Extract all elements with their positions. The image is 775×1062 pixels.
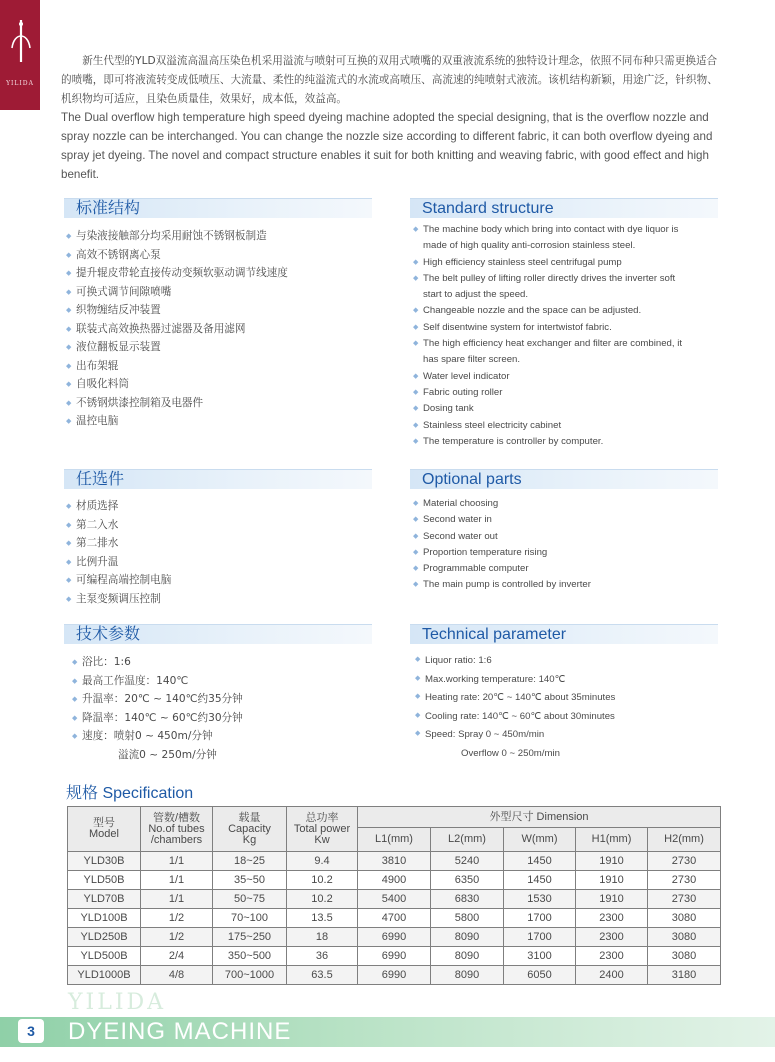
optional-list-en [413,496,723,594]
section-title: Standard structure [422,200,554,217]
table-row [68,890,721,909]
technical-list-en [415,652,725,763]
list-item: ◆ Heating rate: 20℃ ~ 140℃ about 35minutes [415,689,725,708]
table-row [68,909,721,928]
table-cell: 1/2 [141,928,213,947]
header-line: Capacity [228,822,271,835]
header-l2: L2(mm) [431,828,504,852]
table-cell: 1450 [504,871,576,890]
list-item-continuation: 溢流0 ~ 250m/分钟 [118,748,217,761]
list-item: ◆ 可编程高端控制电脑 [66,571,366,590]
list-item: ◆ 第二排水 [66,534,366,553]
spec-title: 规格 Specification [66,785,194,802]
list-item: ◆ Speed: Spray 0 ~ 450m/min [415,726,725,745]
list-item-continuation: Overflow 0 ~ 250m/min [461,747,560,759]
header-line: 管数/槽数 [152,811,201,824]
table-cell: 2730 [648,890,721,909]
table-cell: 6050 [504,966,576,985]
table-cell: 1/1 [141,871,213,890]
table-cell: 350~500 [213,947,287,966]
header-tubes [141,807,213,852]
list-item: ◆ 可换式调节间隙喷嘴 [66,283,366,302]
list-item: ◆ 降温率：140℃ ~ 60℃约30分钟 [72,709,372,728]
table-cell: 2300 [576,909,648,928]
page-number: 3 [18,1019,44,1043]
list-item: ◆ 材质选择 [66,497,366,516]
section-header-standard-en [410,198,718,218]
standard-list-en [413,222,723,450]
list-item: ◆ Self disentwine system for intertwistof fabric. [413,320,723,336]
table-cell: 3180 [648,966,721,985]
header-l1: L1(mm) [358,828,431,852]
header-line: Kw [314,833,330,846]
table-cell: 1910 [576,890,648,909]
list-item: ◆ 速度：喷射0 ~ 450m/分钟 [72,727,372,746]
list-item: ◆ The high efficiency heat exchanger and filter are combined, it [413,336,723,352]
list-item: ◆ 高效不锈钢离心泵 [66,246,366,265]
list-item: ◆ 比例升温 [66,553,366,572]
logo-text: YILIDA [6,80,34,87]
footer-title: DYEING MACHINE [68,1018,292,1045]
header-power [287,807,358,852]
list-item: ◆ Stainless steel electricity cabinet [413,418,723,434]
header-line: Model [89,828,119,840]
table-cell: 4/8 [141,966,213,985]
intro-chinese: 新生代型的YLD双溢流高温高压染色机采用溢流与喷射可互换的双用式喷嘴的双重液流系统的独特设计理念，依照不同布种只需更换适合的喷嘴，即可将液流转变成低喷压、大流量、柔性的纯溢流式的水流或高喷压、高流速的纯喷射式液流。该机结构新颖，用途广泛，针织物、机织物均可适应，且染色质量佳，效果好，成本低，效益高。 [61,55,718,105]
table-cell: 5240 [431,852,504,871]
table-cell: 2/4 [141,947,213,966]
logo-mark-icon [10,18,32,64]
table-cell: YLD100B [68,909,141,928]
table-cell: 1/1 [141,852,213,871]
list-item: ◆ Fabric outing roller [413,385,723,401]
brand-logo [0,0,40,110]
header-h2: H2(mm) [648,828,721,852]
table-row [68,928,721,947]
technical-list-cn [72,653,372,764]
table-cell: 2730 [648,852,721,871]
table-cell: 5800 [431,909,504,928]
table-cell: 3080 [648,909,721,928]
list-item-continuation: start to adjust the speed. [423,289,529,301]
section-header-optional-cn [64,469,372,489]
table-cell: 175~250 [213,928,287,947]
list-item: ◆ The belt pulley of lifting roller directly drives the inverter soft [413,271,723,287]
list-item: ◆ 第二入水 [66,516,366,535]
table-cell: 6350 [431,871,504,890]
list-item: ◆ Cooling rate: 140℃ ~ 60℃ about 30minutes [415,708,725,727]
header-line: 型号 [93,817,115,829]
header-capacity [213,807,287,852]
table-cell: YLD50B [68,871,141,890]
header-line: 载量 [238,811,261,824]
table-cell: 70~100 [213,909,287,928]
list-item: ◆ 主泵变频调压控制 [66,590,366,609]
list-item: ◆ Water level indicator [413,369,723,385]
table-row [68,852,721,871]
section-header-technical-cn [64,624,372,644]
header-w: W(mm) [504,828,576,852]
table-cell: 6990 [358,947,431,966]
section-title: Technical parameter [422,626,567,643]
header-line: /chambers [150,833,203,846]
table-cell: 6990 [358,928,431,947]
table-row [68,966,721,985]
table-row [68,871,721,890]
spec-table [67,806,721,985]
section-header-technical-en [410,624,718,644]
table-cell: 2400 [576,966,648,985]
table-cell: 10.2 [287,871,358,890]
table-cell: 3810 [358,852,431,871]
list-item: ◆ 自吸化料筒 [66,375,366,394]
list-item: ◆ Second water in [413,512,723,528]
table-cell: 8090 [431,947,504,966]
header-line: 总功率 [305,811,339,824]
table-cell: 13.5 [287,909,358,928]
table-cell: 1450 [504,852,576,871]
section-title: 技术参数 [76,626,141,643]
list-item: ◆ 液位翻板显示装置 [66,338,366,357]
list-item: ◆ Proportion temperature rising [413,545,723,561]
table-cell: 3100 [504,947,576,966]
section-title: 标准结构 [76,200,141,217]
table-cell: 35~50 [213,871,287,890]
table-cell: 1700 [504,909,576,928]
table-cell: 700~1000 [213,966,287,985]
footer-ghost-text: YILIDA [68,990,167,1015]
list-item: ◆ 与染液接触部分均采用耐蚀不锈钢板制造 [66,227,366,246]
table-cell: YLD250B [68,928,141,947]
intro-english: The Dual overflow high temperature high speed dyeing machine adopted the special designing, that is the overflow nozzle and spray nozzle can be interchanged. You can change the nozzle size according to different fabric, it can both overflow dyeing and spray jet dyeing. The novel and compact structure enables it suit for both knitting and weaving fabric, with good effect and high benefit. [61,111,713,181]
header-model [68,807,141,852]
list-item: ◆ 浴比：1:6 [72,653,372,672]
table-cell: YLD500B [68,947,141,966]
table-cell: 4900 [358,871,431,890]
list-item: ◆ Programmable computer [413,561,723,577]
list-item: ◆ 织物缠结反冲装置 [66,301,366,320]
table-row [68,947,721,966]
table-cell: 4700 [358,909,431,928]
header-dimension: 外型尺寸 Dimension [358,807,721,828]
list-item: ◆ Liquor ratio: 1:6 [415,652,725,671]
list-item: ◆ 升温率：20℃ ~ 140℃约35分钟 [72,690,372,709]
section-title: Optional parts [422,471,522,488]
list-item: ◆ Material choosing [413,496,723,512]
optional-list-cn [66,497,366,608]
list-item: ◆ The main pump is controlled by inverter [413,577,723,593]
list-item: ◆ Changeable nozzle and the space can be adjusted. [413,303,723,319]
list-item: ◆ The machine body which bring into contact with dye liquor is [413,222,723,238]
section-header-standard-cn [64,198,372,218]
list-item: ◆ 温控电脑 [66,412,366,431]
list-item: ◆ Second water out [413,529,723,545]
table-cell: YLD1000B [68,966,141,985]
table-cell: 50~75 [213,890,287,909]
table-cell: 10.2 [287,890,358,909]
table-cell: 18 [287,928,358,947]
list-item: ◆ High efficiency stainless steel centrifugal pump [413,255,723,271]
list-item: ◆ Dosing tank [413,401,723,417]
table-cell: 63.5 [287,966,358,985]
table-cell: 1/1 [141,890,213,909]
table-cell: 1/2 [141,909,213,928]
table-cell: 3080 [648,947,721,966]
table-cell: 9.4 [287,852,358,871]
list-item: ◆ Max.working temperature: 140℃ [415,671,725,690]
table-cell: 1700 [504,928,576,947]
table-cell: 36 [287,947,358,966]
header-line: Kg [242,833,257,846]
header-line: Total power [293,822,351,835]
table-cell: 1530 [504,890,576,909]
footer [0,990,775,1062]
standard-list-cn [66,227,366,431]
table-cell: 1910 [576,871,648,890]
table-cell: 8090 [431,966,504,985]
list-item-continuation: made of high quality anti-corrosion stainless steel. [423,240,636,252]
table-cell: YLD70B [68,890,141,909]
table-cell: 8090 [431,928,504,947]
header-line: No.of tubes [148,822,205,835]
table-cell: 18~25 [213,852,287,871]
list-item: ◆ 提升辊皮带轮直接传动变频软驱动调节线速度 [66,264,366,283]
section-header-optional-en [410,469,718,489]
header-h1: H1(mm) [576,828,648,852]
list-item: ◆ 联装式高效换热器过滤器及备用滤网 [66,320,366,339]
list-item: ◆ 不锈钢烘漆控制箱及电器件 [66,394,366,413]
table-cell: YLD30B [68,852,141,871]
list-item-continuation: has spare filter screen. [423,354,521,366]
table-cell: 3080 [648,928,721,947]
section-title: 任选件 [76,471,125,488]
table-cell: 6990 [358,966,431,985]
table-cell: 2300 [576,928,648,947]
table-cell: 2300 [576,947,648,966]
table-cell: 5400 [358,890,431,909]
list-item: ◆ 最高工作温度：140℃ [72,672,372,691]
list-item: ◆ The temperature is controller by computer. [413,434,723,450]
table-cell: 6830 [431,890,504,909]
table-cell: 2730 [648,871,721,890]
list-item: ◆ 出布架辊 [66,357,366,376]
table-cell: 1910 [576,852,648,871]
